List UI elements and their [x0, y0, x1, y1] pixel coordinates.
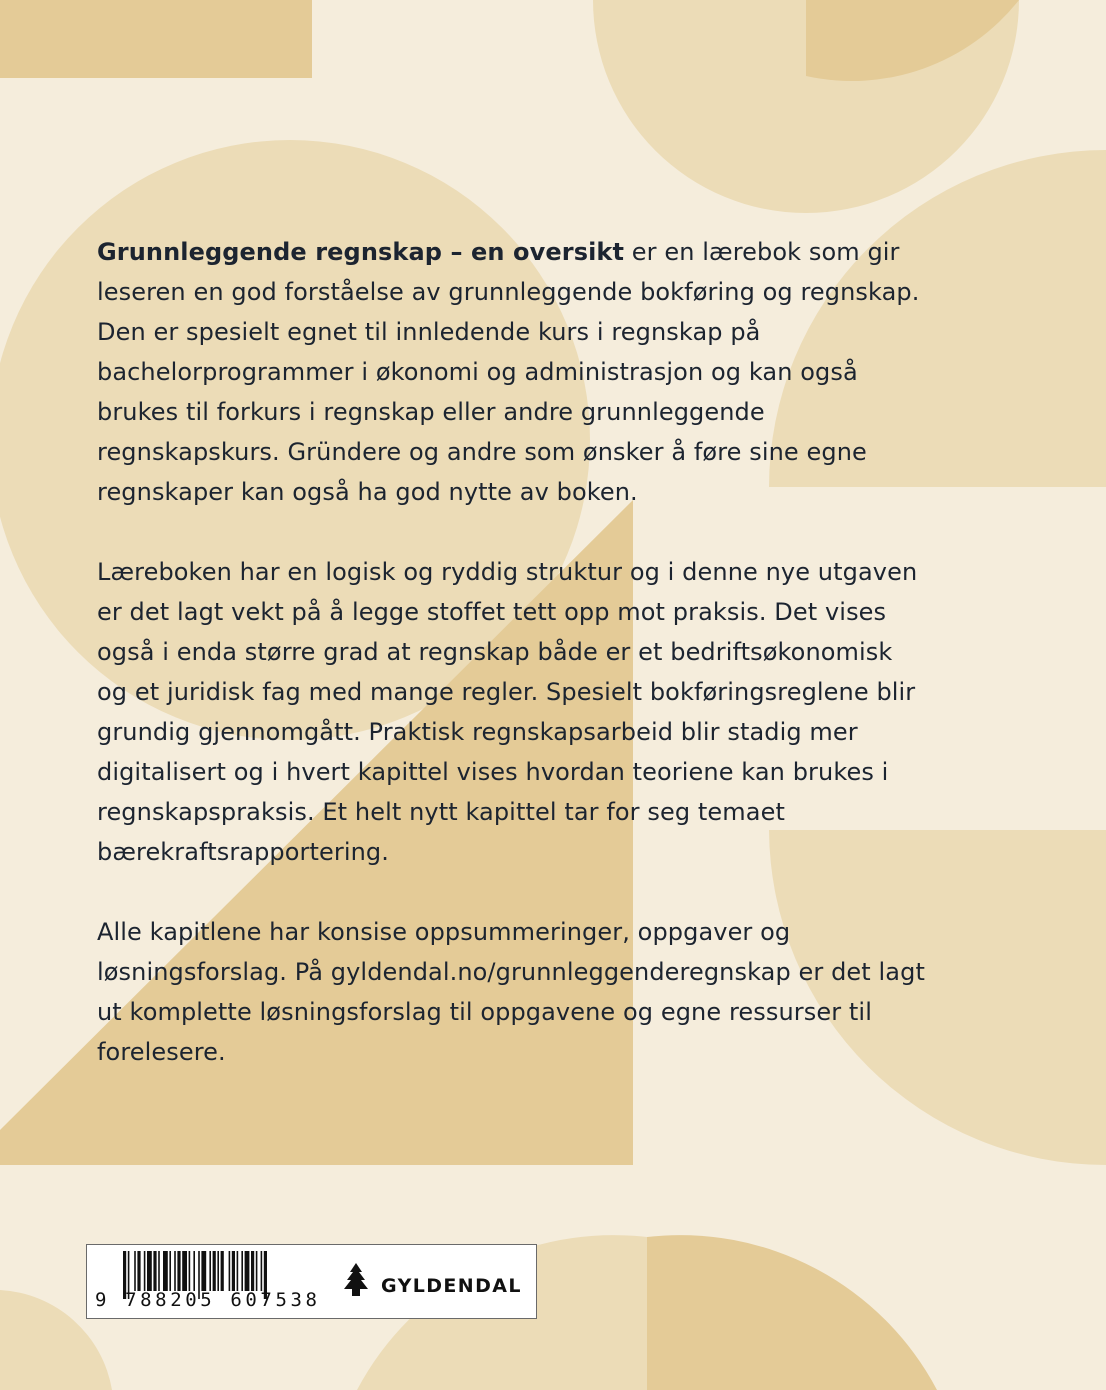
- book-title-lead: Grunnleggende regnskap – en oversikt: [97, 238, 625, 266]
- fir-tree-icon: [340, 1263, 372, 1303]
- paragraph-1: [97, 232, 927, 512]
- paragraph-2: Læreboken har en logisk og ryddig struktur og i denne nye utgaven er det lagt vekt på å legge stoffet tett opp mot praksis. Det vises også i enda større grad at regnskap både er et bedriftsøkonomisk og et juridisk fag med mange regler. Spesielt bokføringsreglene blir grundig gjennomgått. Praktisk regnskapsarbeid blir stadig mer digitalisert og i hvert kapittel vises hvordan teoriene kan brukes i regnskapspraksis. Et helt nytt kapittel tar for seg temaet bærekraftsrapportering.: [97, 558, 918, 866]
- publisher-logo-text: GYLDENDAL: [381, 1275, 522, 1297]
- top-left-rect: [0, 0, 312, 78]
- paragraph-1-text: er en lærebok som gir leseren en god forståelse av grunnleggende bokføring og regnskap. Den er spesielt egnet til innledende kurs i regnskap på bachelorprogrammer i økonomi og administrasjon og kan også brukes til forkurs i regnskap eller andre grunnleggende regnskapskurs. Gründere og andre som ønsker å føre sine egne regnskaper kan også ha god nytte av boken.: [97, 238, 920, 506]
- barcode-panel: [86, 1244, 537, 1319]
- bottom-right-quarter: [647, 1235, 937, 1390]
- back-cover-text: [97, 232, 927, 1112]
- isbn-digits: 9 788205 607538: [95, 1289, 321, 1311]
- paragraph-3: Alle kapitlene har konsise oppsummeringer, oppgaver og løsningsforslag. På gyldendal.no/grunnleggenderegnskap er det lagt ut komplette løsningsforslag til oppgavene og egne ressurser til forelesere.: [97, 918, 925, 1066]
